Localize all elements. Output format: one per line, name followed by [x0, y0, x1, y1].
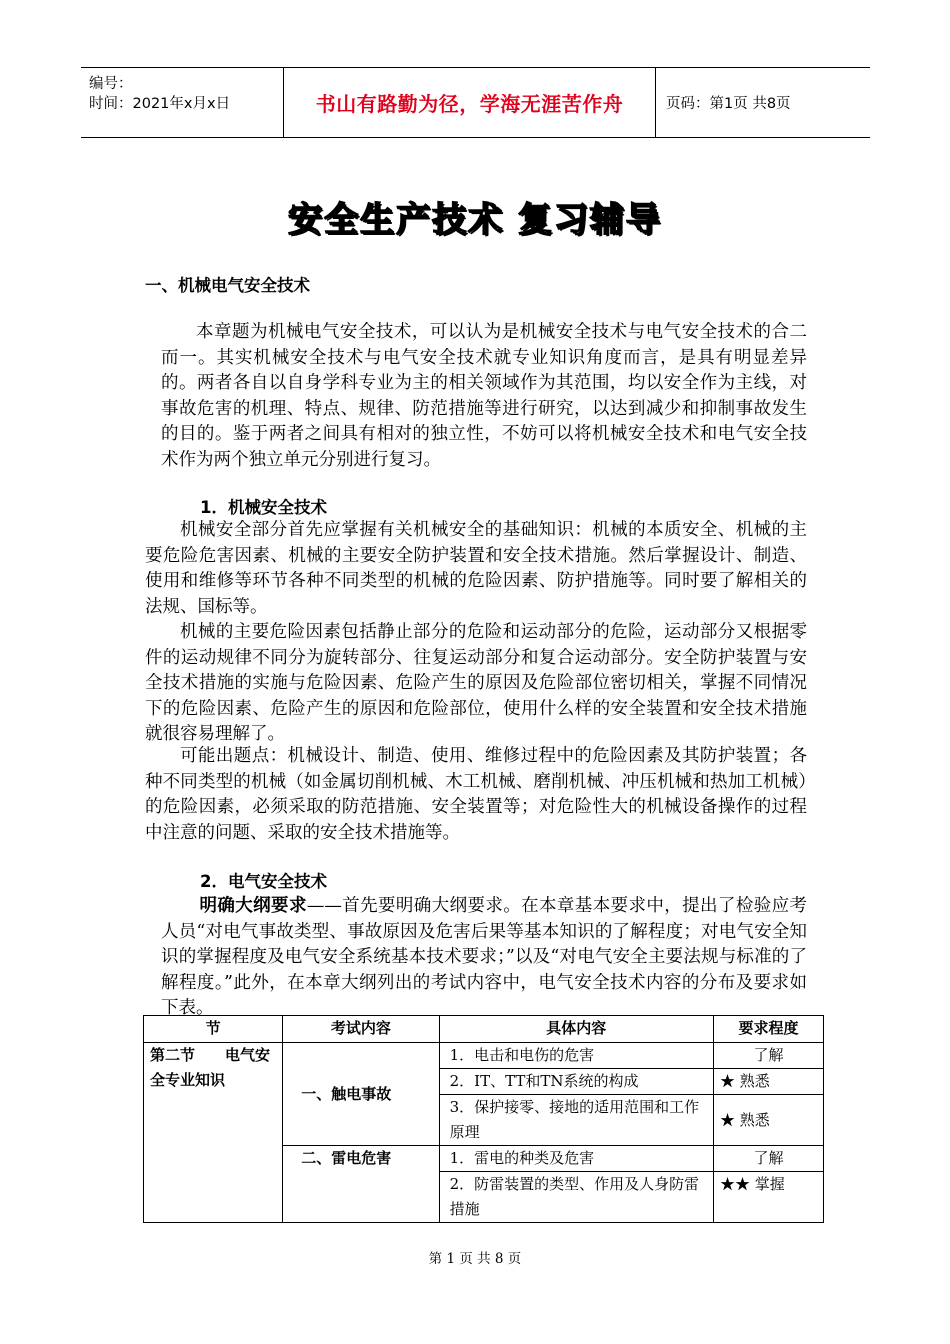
level-cell: ★ 熟悉	[714, 1069, 824, 1095]
exam-content-cell: 二、雷电危害	[283, 1146, 439, 1223]
header-meta-cell	[81, 68, 284, 137]
header-motto-cell	[284, 68, 656, 137]
subsection-heading-mechanical: 1．机械安全技术	[200, 498, 327, 517]
table-header: 具体内容	[439, 1016, 713, 1043]
detail-cell: 3．保护接零、接地的适用范围和工作原理	[439, 1095, 713, 1146]
exam-content-cell: 一、触电事故	[283, 1043, 439, 1146]
detail-cell: 2．防雷装置的类型、作用及人身防雷措施	[439, 1172, 713, 1223]
level-cell: ★★ 掌握	[714, 1172, 824, 1223]
page-footer: 第 1 页 共 8 页	[428, 1251, 522, 1267]
level-cell: 了解	[714, 1146, 824, 1172]
table-header: 考试内容	[283, 1016, 439, 1043]
mechanical-paragraph-3: 可能出题点：机械设计、制造、使用、维修过程中的危险因素及其防护装置；各种不同类型的机械（如金属切削机械、木工机械、磨削机械、冲压机械和热加工机械）的危险因素，必须采取的防范措施、安全装置等；对危险性大的机械设备操作的过程中注意的问题、采取的安全技术措施等。	[145, 746, 807, 843]
page-title: 安全生产技术 复习辅导	[288, 200, 662, 240]
mechanical-paragraph-2: 机械的主要危险因素包括静止部分的危险和运动部分的危险，运动部分又根据零件的运动规律不同分为旋转部分、往复运动部分和复合运动部分。安全防护装置与安全技术措施的实施与危险因素、危险产生的原因及危险部位密切相关，掌握不同情况下的危险因素、危险产生的原因和危险部位，使用什么样的安全装置和安全技术措施就很容易理解了。	[145, 622, 807, 744]
detail-cell: 1．雷电的种类及危害	[439, 1146, 713, 1172]
table-header: 节	[144, 1016, 283, 1043]
requirements-table	[143, 1015, 824, 1223]
electrical-paragraph	[161, 894, 807, 1022]
electrical-text: ——首先要明确大纲要求。在本章基本要求中，提出了检验应考人员“对电气事故类型、事故原因及危害后果等基本知识的了解程度；对电气安全知识的掌握程度及电气安全系统基本技术要求；”以及“对电气安全主要法规与标准的了解程度。”此外，在本章大纲列出的考试内容中，电气安全技术内容的分布及要求如下表。	[161, 896, 807, 1018]
level-cell: ★ 熟悉	[714, 1095, 824, 1146]
time-label: 时间：2021年x月x日	[89, 96, 231, 112]
subsection-heading-electrical: 2．电气安全技术	[200, 872, 327, 891]
mechanical-paragraph-1: 机械安全部分首先应掌握有关机械安全的基础知识：机械的本质安全、机械的主要危险危害因素、机械的主要安全防护装置和安全技术措施。然后掌握设计、制造、使用和维修等环节各种不同类型的机械的危险因素、防护措施等。同时要了解相关的法规、国标等。	[145, 520, 807, 617]
motto: 书山有路勤为径，学海无涯苦作舟	[315, 92, 624, 116]
table-header: 要求程度	[714, 1016, 824, 1043]
electrical-lead: 明确大纲要求	[199, 896, 307, 916]
detail-cell: 1．电击和电伤的危害	[439, 1043, 713, 1069]
level-cell: 了解	[714, 1043, 824, 1069]
intro-paragraph: 本章题为机械电气安全技术，可以认为是机械安全技术与电气安全技术的合二而一。其实机械安全技术与电气安全技术就专业知识角度而言，是具有明显差异的。两者各自以自身学科专业为主的相关领域作为其范围，均以安全作为主线，对事故危害的机理、特点、规律、防范措施等进行研究，以达到减少和抑制事故发生的目的。鉴于两者之间具有相对的独立性，不妨可以将机械安全技术和电气安全技术作为两个独立单元分别进行复习。	[161, 322, 807, 470]
section-heading: 一、机械电气安全技术	[145, 276, 310, 295]
table-row	[144, 1043, 824, 1069]
header-page-cell	[656, 68, 870, 137]
number-label: 编号：	[89, 76, 133, 92]
document-header	[81, 67, 870, 138]
page-info: 页码：第1页 共8页	[666, 96, 791, 112]
table-header-row	[144, 1016, 824, 1043]
detail-cell: 2．IT、TT和TN系统的构成	[439, 1069, 713, 1095]
section-cell: 第二节 电气安全专业知识	[144, 1043, 283, 1223]
